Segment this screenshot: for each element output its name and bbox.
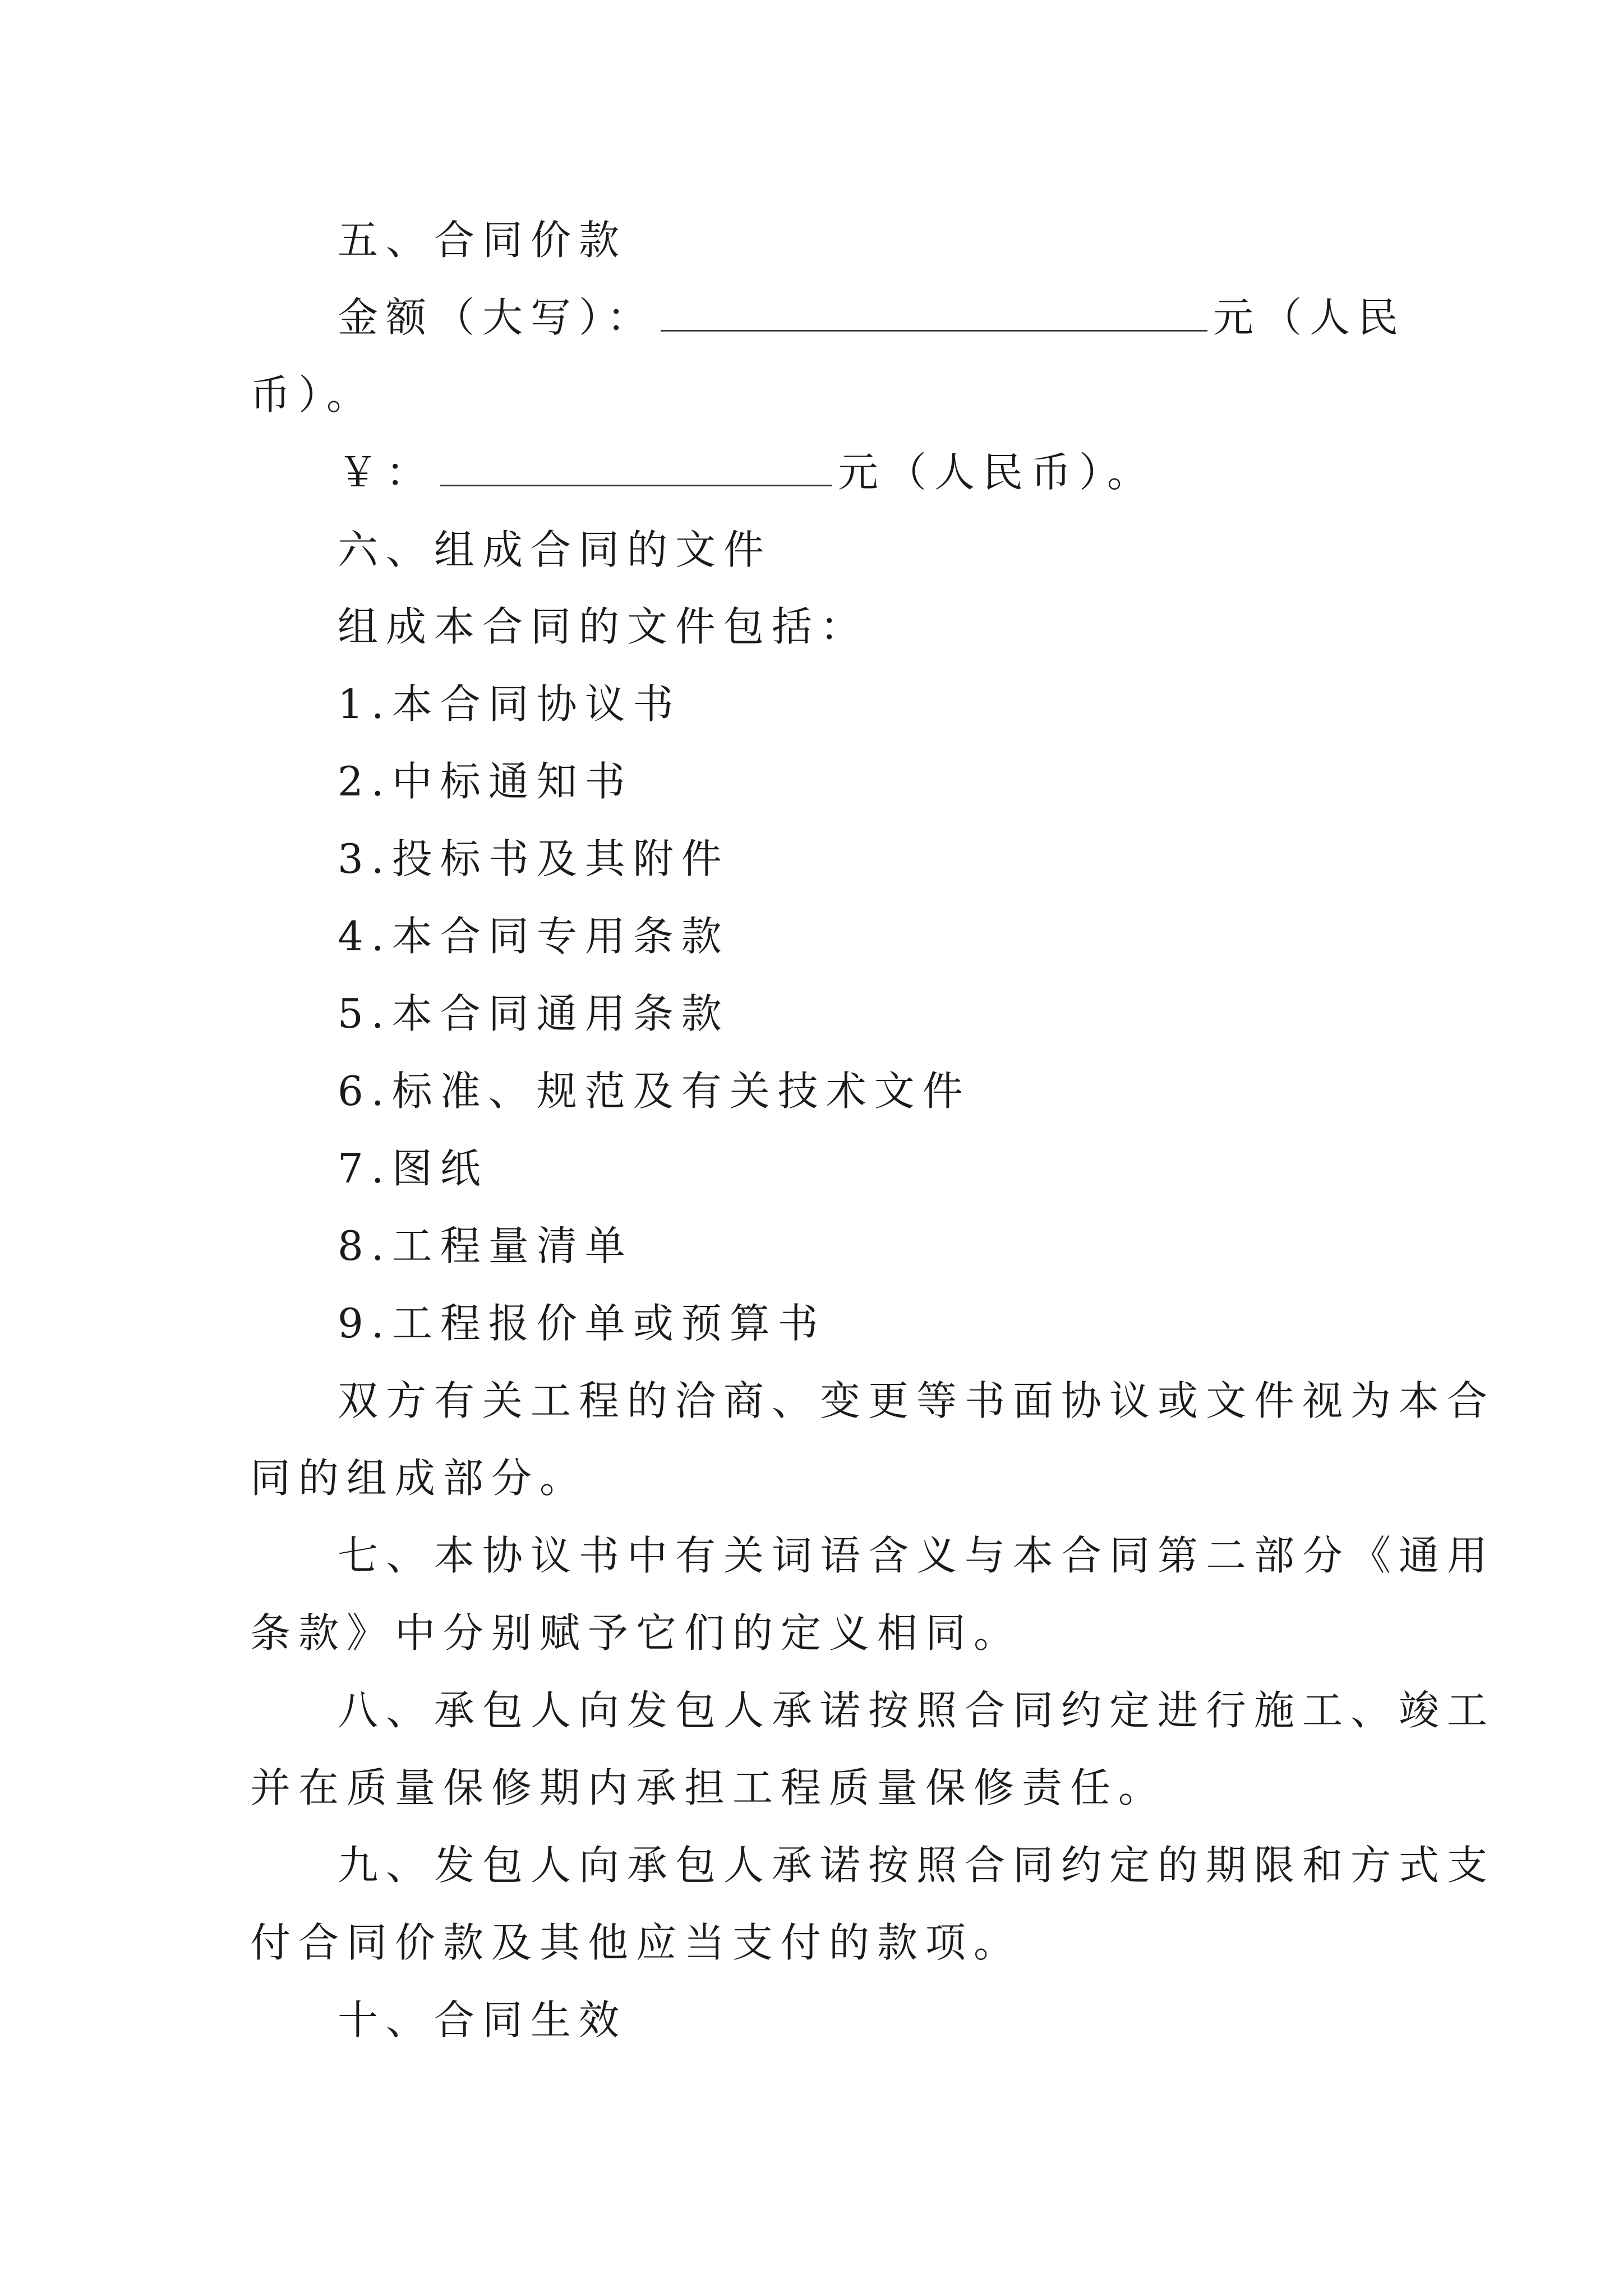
section-9-line-1: 九、发包人向承包人承诺按照合同约定的期限和方式支	[338, 1842, 1496, 1889]
amount-uppercase-blank[interactable]	[661, 296, 1207, 332]
document-list-item: 8.工程量清单	[338, 1222, 633, 1269]
document-list-item: 1.本合同协议书	[338, 680, 681, 728]
amount-uppercase-line	[338, 291, 1406, 344]
document-list-item: 3.投标书及其附件	[338, 835, 730, 882]
amount-label: 金额（大写）：	[338, 294, 656, 341]
amount-numeric-line	[338, 445, 1155, 499]
section-6-closing-line-2: 同的组成部分。	[250, 1455, 588, 1502]
document-list-item: 6.标准、规范及有关技术文件	[338, 1068, 971, 1115]
section-6-closing-line-1: 双方有关工程的洽商、变更等书面协议或文件视为本合	[338, 1377, 1496, 1424]
section-6-intro: 组成本合同的文件包括：	[338, 603, 869, 650]
section-9-line-2: 付合同价款及其他应当支付的款项。	[250, 1919, 1022, 1966]
document-list-item: 5.本合同通用条款	[338, 990, 730, 1037]
amount-suffix: 元（人民	[1213, 294, 1407, 341]
amount-suffix-wrap: 币）。	[250, 371, 375, 418]
section-10-heading: 十、合同生效	[338, 1996, 628, 2044]
document-list-item: 4.本合同专用条款	[338, 913, 730, 960]
section-5-heading: 五、合同价款	[338, 217, 628, 264]
document-list-item: 9.工程报价单或预算书	[338, 1300, 826, 1347]
amount-numeric-blank[interactable]	[440, 451, 832, 486]
document-list-item: 2.中标通知书	[338, 758, 633, 805]
yen-label: ￥：	[338, 449, 435, 496]
section-8-line-1: 八、承包人向发包人承诺按照合同约定进行施工、竣工	[338, 1687, 1496, 1734]
section-8-line-2: 并在质量保修期内承担工程质量保修责任。	[250, 1764, 1167, 1811]
section-6-heading: 六、组成合同的文件	[338, 526, 772, 573]
yen-suffix: 元（人民币）。	[838, 449, 1156, 496]
section-7-line-2: 条款》中分别赋予它们的定义相同。	[250, 1609, 1022, 1657]
document-list-item: 7.图纸	[338, 1145, 488, 1192]
section-7-line-1: 七、本协议书中有关词语含义与本合同第二部分《通用	[338, 1532, 1496, 1579]
